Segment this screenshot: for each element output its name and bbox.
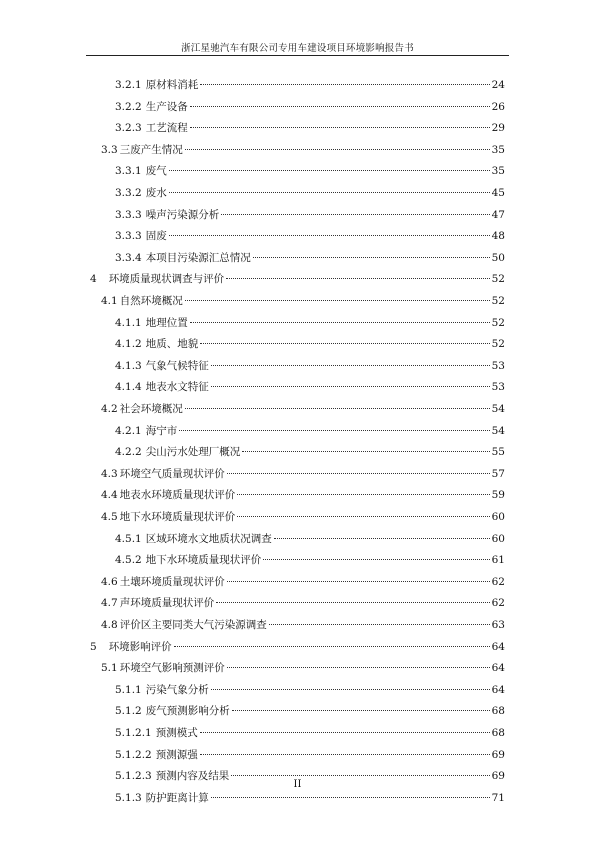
dot-leader [211, 797, 490, 798]
dot-leader [169, 192, 490, 193]
dot-leader [226, 278, 489, 279]
dot-leader [211, 689, 490, 690]
toc-entry-page: 64 [491, 683, 505, 696]
toc-entry-page: 54 [491, 403, 505, 415]
toc-entry[interactable] [101, 464, 505, 484]
dot-leader [185, 408, 490, 409]
toc-entry[interactable] [115, 788, 505, 808]
toc-entry-page: 52 [491, 295, 505, 307]
toc-entry-number: 4.1.3 [115, 359, 142, 372]
toc-entry-title: 土壤环境质量现状评价 [119, 575, 225, 588]
toc-entry[interactable] [115, 723, 505, 743]
toc-entry[interactable] [101, 615, 505, 635]
toc-entry[interactable] [115, 529, 505, 549]
toc-entry-number: 4.1.4 [115, 381, 142, 394]
toc-entry[interactable] [115, 701, 505, 721]
toc-entry-number: 4.2 [101, 403, 118, 415]
toc-entry-number: 4.1.2 [115, 338, 142, 351]
page-number: II [293, 779, 302, 790]
dot-leader [190, 106, 490, 107]
toc-entry-number: 4.5.1 [115, 532, 142, 545]
dot-leader [227, 667, 490, 668]
toc-entry-number: 4.1.1 [115, 316, 142, 329]
dot-leader [185, 149, 490, 150]
toc-entry-number: 4.4 [101, 489, 118, 502]
toc-entry-page: 62 [491, 597, 505, 610]
toc-entry-number: 5.1.2.3 [115, 770, 152, 783]
toc-entry-page: 53 [491, 381, 505, 394]
toc-entry[interactable] [115, 183, 505, 203]
dot-leader [200, 754, 490, 755]
toc-entry[interactable] [101, 485, 505, 505]
toc-entry-title: 环境质量现状调查与评价 [108, 273, 225, 286]
toc-entry-title: 地表水文特征 [145, 381, 209, 394]
toc-entry[interactable] [115, 97, 505, 117]
dot-leader [269, 624, 490, 625]
toc-entry[interactable] [115, 421, 505, 441]
toc-entry-title: 废气预测影响分析 [145, 705, 230, 718]
toc-entry-page: 35 [491, 165, 505, 178]
toc-entry-title: 地质、地貌 [145, 338, 199, 351]
toc-entry-title: 评价区主要同类大气污染源调查 [119, 619, 267, 631]
toc-entry-page: 68 [491, 705, 505, 718]
toc-entry-number: 4.2.2 [115, 446, 142, 459]
toc-entry-title: 三废产生情况 [119, 143, 183, 156]
toc-entry-title: 废水 [145, 187, 167, 199]
dot-leader [211, 386, 490, 387]
toc-entry-number: 3.3.3 [115, 208, 142, 221]
toc-entry-title: 环境影响评价 [108, 640, 172, 653]
toc-entry-title: 地理位置 [145, 316, 188, 329]
toc-entry[interactable] [115, 550, 505, 570]
toc-entry-number: 3.2.3 [115, 122, 142, 135]
toc-entry[interactable] [115, 334, 505, 354]
dot-leader [169, 235, 490, 236]
toc-entry-page: 57 [491, 467, 505, 480]
toc-entry[interactable] [115, 118, 505, 138]
toc-entry-page: 71 [491, 791, 505, 804]
dot-leader [227, 473, 490, 474]
toc-entry-title: 工艺流程 [145, 122, 188, 135]
toc-entry-number: 4.5 [101, 511, 118, 523]
toc-entry[interactable] [115, 356, 505, 376]
toc-entry-number: 5.1.3 [115, 791, 142, 804]
dot-leader [200, 84, 489, 85]
toc-entry-number: 4.3 [101, 467, 118, 480]
toc-entry[interactable] [115, 313, 505, 333]
toc-entry-page: 52 [491, 273, 505, 286]
toc-entry-page: 24 [491, 79, 505, 91]
dot-leader [237, 516, 489, 517]
dot-leader [227, 581, 490, 582]
toc-entry-page: 53 [491, 359, 505, 372]
toc-entry[interactable] [115, 75, 505, 95]
header-divider [86, 55, 509, 56]
toc-entry-title: 地下水环境质量现状评价 [145, 554, 262, 567]
toc-entry-page: 68 [491, 727, 505, 739]
toc-entry-number: 5.1.2.2 [115, 748, 152, 761]
toc-entry[interactable] [101, 140, 505, 160]
toc-entry-page: 61 [491, 554, 505, 567]
toc-entry-page: 45 [491, 187, 505, 199]
toc-entry-page: 26 [491, 100, 505, 113]
dot-leader [263, 559, 489, 560]
toc-entry-number: 3.2.2 [115, 100, 142, 113]
toc-entry-number: 4.7 [101, 597, 118, 610]
toc-entry-title: 地表水环境质量现状评价 [119, 489, 236, 502]
toc-entry[interactable] [115, 745, 505, 765]
toc-entry[interactable] [115, 442, 505, 462]
toc-entry-page: 48 [491, 230, 505, 243]
dot-leader [221, 214, 489, 215]
toc-entry-page: 55 [491, 446, 505, 459]
toc-entry-number: 4.5.2 [115, 554, 142, 567]
toc-entry-number: 5.1.2 [115, 705, 142, 718]
toc-entry-number: 3.3.4 [115, 251, 142, 264]
dot-leader [242, 451, 489, 452]
toc-entry-number: 3.2.1 [115, 79, 142, 91]
toc-entry-page: 62 [491, 575, 505, 588]
toc-entry-page: 59 [491, 489, 505, 502]
toc-entry-page: 60 [491, 532, 505, 545]
toc-entry-title: 本项目污染源汇总情况 [145, 251, 251, 264]
toc-entry-number: 4.1 [101, 295, 118, 307]
dot-leader [174, 646, 490, 647]
toc-entry-number: 4.8 [101, 619, 118, 631]
dot-leader [169, 170, 490, 171]
dot-leader [200, 732, 490, 733]
toc-entry-title: 防护距离计算 [145, 791, 209, 804]
toc-entry-title: 预测源强 [155, 748, 198, 761]
toc-entry-title: 气象气候特征 [145, 359, 209, 372]
dot-leader [185, 300, 490, 301]
toc-entry-number: 5 [90, 640, 97, 653]
toc-entry[interactable] [115, 377, 505, 397]
toc-entry-page: 35 [491, 143, 505, 156]
toc-entry-number: 5.1.1 [115, 683, 142, 696]
toc-entry-title: 社会环境概况 [119, 403, 183, 415]
toc-entry-title: 原材料消耗 [145, 79, 199, 91]
dot-leader [216, 602, 489, 603]
toc-entry-page: 54 [491, 424, 505, 437]
toc-entry-title: 噪声污染源分析 [145, 208, 220, 221]
dot-leader [179, 430, 489, 431]
toc-entry-number: 5.1 [101, 662, 118, 675]
toc-entry-page: 29 [491, 122, 505, 135]
toc-entry-title: 环境空气质量现状评价 [119, 467, 225, 480]
toc-entry[interactable] [101, 593, 505, 613]
toc-entry-title: 声环境质量现状评价 [119, 597, 215, 610]
toc-entry-title: 固废 [145, 230, 167, 243]
toc-entry-page: 50 [491, 251, 505, 264]
toc-entry-title: 生产设备 [145, 100, 188, 113]
toc-entry-number: 4.6 [101, 575, 118, 588]
dot-leader [231, 775, 489, 776]
dot-leader [274, 538, 490, 539]
toc-entry-title: 区域环境水文地质状况调查 [145, 532, 272, 545]
toc-entry-title: 预测模式 [155, 727, 198, 739]
toc-entry[interactable] [90, 637, 505, 657]
toc-entry-title: 预测内容及结果 [155, 770, 230, 783]
toc-entry-number: 3.3.3 [115, 230, 142, 243]
toc-entry-number: 4 [90, 273, 97, 286]
toc-entry-title: 尖山污水处理厂概况 [145, 446, 241, 459]
toc-entry[interactable] [101, 399, 505, 419]
toc-entry[interactable] [115, 680, 505, 700]
toc-entry[interactable] [101, 291, 505, 311]
dot-leader [190, 322, 490, 323]
toc-entry-title: 地下水环境质量现状评价 [119, 511, 236, 523]
dot-leader [211, 365, 490, 366]
toc-entry[interactable] [101, 507, 505, 527]
toc-entry-page: 60 [491, 511, 505, 523]
toc-entry-page: 69 [491, 748, 505, 761]
toc-entry[interactable] [115, 161, 505, 181]
toc-entry-number: 3.3.2 [115, 187, 142, 199]
toc-entry-page: 47 [491, 208, 505, 221]
toc-entry-title: 环境空气影响预测评价 [119, 662, 225, 675]
toc-entry-title: 海宁市 [145, 424, 178, 437]
toc-entry-title: 废气 [145, 165, 167, 178]
dot-leader [200, 343, 489, 344]
toc-entry-title: 自然环境概况 [119, 295, 183, 307]
dot-leader [190, 127, 490, 128]
dot-leader [237, 494, 489, 495]
toc-entry-page: 64 [491, 662, 505, 675]
toc-entry-number: 4.2.1 [115, 424, 142, 437]
toc-entry-page: 69 [491, 770, 505, 783]
toc-entry[interactable] [101, 572, 505, 592]
toc-entry-number: 3.3 [101, 143, 118, 156]
toc-entry-number: 5.1.2.1 [115, 727, 152, 739]
toc-entry-page: 64 [491, 640, 505, 653]
toc-entry[interactable] [115, 248, 505, 268]
toc-entry-title: 污染气象分析 [145, 683, 209, 696]
toc-entry[interactable] [115, 205, 505, 225]
toc-entry[interactable] [90, 269, 505, 289]
toc-entry-page: 63 [491, 619, 505, 631]
toc-entry-number: 3.3.1 [115, 165, 142, 178]
toc-entry[interactable] [115, 226, 505, 246]
toc-entry[interactable] [101, 658, 505, 678]
toc-entry-page: 52 [491, 338, 505, 351]
toc-entry-page: 52 [491, 316, 505, 329]
dot-leader [253, 257, 490, 258]
dot-leader [232, 710, 490, 711]
page-header: 浙江星驰汽车有限公司专用车建设项目环境影响报告书 [181, 43, 414, 54]
